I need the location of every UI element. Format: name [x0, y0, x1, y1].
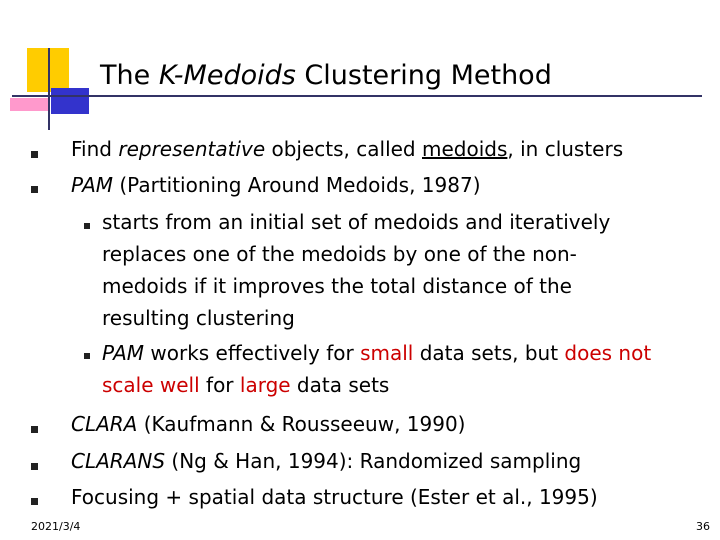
text: , in clusters	[507, 137, 624, 161]
decor-vertical-line	[48, 48, 50, 130]
text-red: large	[239, 373, 291, 397]
decor-pink-bar	[10, 98, 48, 111]
bullet-pam	[71, 172, 481, 198]
text-italic: representative	[118, 137, 266, 161]
bullet-marker	[31, 186, 38, 193]
sub-bullet-pam-line-1: starts from an initial set of medoids and iteratively	[102, 210, 611, 234]
text: (Ng & Han, 1994): Randomized sampling	[165, 449, 582, 473]
text-red: small	[360, 341, 414, 365]
bullet-marker	[31, 498, 38, 505]
bullet-marker	[31, 426, 38, 433]
footer-page-number: 36	[696, 520, 710, 533]
text: Find	[71, 137, 119, 161]
text-underlined: medoids	[422, 137, 508, 161]
bullet-clara	[71, 411, 465, 437]
sub-bullet-pam-scale-line-1	[102, 340, 651, 366]
slide-title	[100, 58, 690, 94]
text-red: does not	[564, 341, 652, 365]
text-italic: PAM	[71, 173, 114, 197]
sub-bullet-marker	[84, 223, 90, 229]
sub-bullet-pam-scale-line-2	[102, 372, 389, 398]
bullet-marker	[31, 463, 38, 470]
text: (Kaufmann & Rousseeuw, 1990)	[137, 412, 466, 436]
sub-bullet-marker	[84, 353, 90, 359]
text-italic: PAM	[102, 341, 145, 365]
bullet-focusing	[71, 484, 598, 510]
sub-bullet-pam-line-4: resulting clustering	[102, 306, 295, 330]
text: for	[199, 373, 240, 397]
text: Focusing + spatial data structure (Ester et al., 1995)	[71, 485, 598, 509]
footer-date: 2021/3/4	[31, 520, 81, 533]
text-italic: CLARANS	[71, 449, 166, 473]
bullet-clarans	[71, 448, 581, 474]
text-italic: CLARA	[71, 412, 138, 436]
text: (Partitioning Around Medoids, 1987)	[113, 173, 481, 197]
sub-bullet-pam-line-3: medoids if it improves the total distance of the	[102, 274, 572, 298]
title-suffix: Clustering Method	[295, 60, 552, 91]
title-underline-rule	[12, 95, 702, 97]
text-red: scale well	[102, 373, 200, 397]
text: data sets, but	[413, 341, 565, 365]
text: data sets	[290, 373, 390, 397]
decor-blue-square	[51, 88, 89, 114]
sub-bullet-pam-line-2: replaces one of the medoids by one of the non-	[102, 242, 577, 266]
title-prefix: The	[100, 60, 159, 91]
text: works effectively for	[144, 341, 361, 365]
bullet-marker	[31, 151, 38, 158]
text: objects, called	[265, 137, 422, 161]
bullet-find-representative	[71, 136, 623, 162]
title-italic: K-Medoids	[158, 60, 296, 91]
